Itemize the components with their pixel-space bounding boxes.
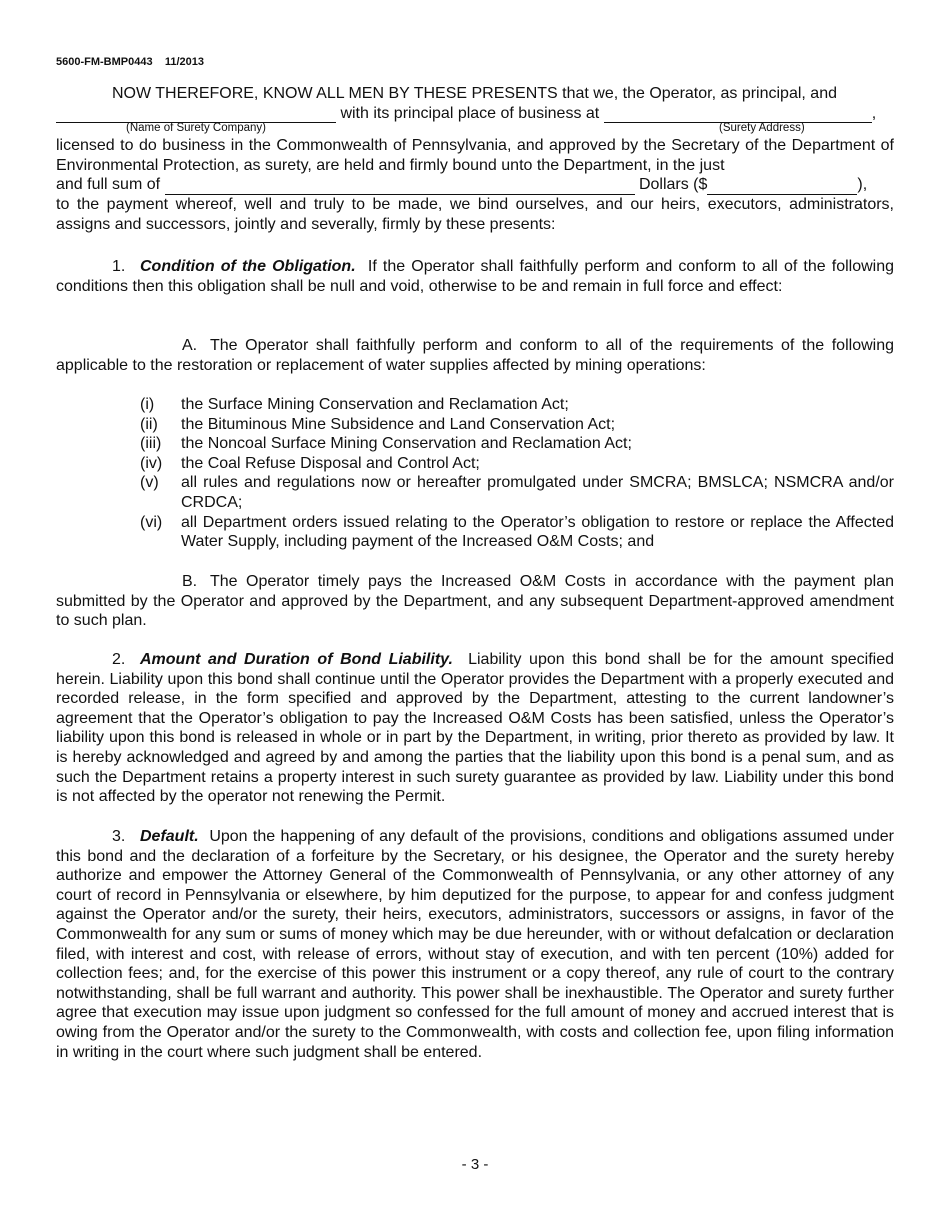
section-b-label: B. xyxy=(182,573,198,590)
principal-place-text: with its principal place of business at xyxy=(336,104,604,122)
section-b xyxy=(56,572,894,631)
intro-text-b: to the payment whereof, well and truly to be made, we bind ourselves, and our heirs, executors, administrators, assigns and successors, jointly and severally, firmly by these presents: xyxy=(56,195,894,233)
section-2-title: Amount and Duration of Bond Liability. xyxy=(140,651,453,668)
intro-line-1: NOW THEREFORE, KNOW ALL MEN BY THESE PRESENTS that we, the Operator, as principal, and xyxy=(112,85,837,102)
list-item-text: the Coal Refuse Disposal and Control Act; xyxy=(181,454,480,472)
field-captions xyxy=(56,123,894,136)
section-3-number: 3. xyxy=(112,828,126,845)
section-2 xyxy=(56,650,894,807)
intro-line-2 xyxy=(56,104,894,124)
dollars-end: ), xyxy=(857,176,868,194)
list-item-text: the Surface Mining Conservation and Reclamation Act; xyxy=(181,396,569,413)
intro-line-2-end: , xyxy=(871,104,877,122)
intro-paragraph xyxy=(56,84,894,234)
section-3 xyxy=(56,827,894,1062)
list-item-number: (ii) xyxy=(140,415,158,433)
list-item-text: all rules and regulations now or hereafter promulgated under SMCRA; BMSLCA; NSMCRA and/or CRDCA; xyxy=(181,474,894,511)
list-item-number: (iii) xyxy=(140,435,162,453)
sum-prefix: and full sum of xyxy=(56,176,165,194)
dollars-amount-field[interactable] xyxy=(707,177,857,195)
surety-company-field[interactable] xyxy=(56,105,336,123)
list-item-number: (iv) xyxy=(140,454,163,472)
list-item xyxy=(140,473,894,512)
form-code: 5600-FM-BMP0443 11/2013 xyxy=(56,56,204,68)
section-1 xyxy=(56,257,894,296)
section-3-text: Upon the happening of any default of the provisions, conditions and obligations assumed under this bond and the declaration of a forfeiture by the Secretary, or his designee, the Operator and the surety hereby authorize and empower the Attorney General of the Commonwealth of Pennsylvania, or any other attorney of any court of record in Pennsylvania or elsewhere, by him deputized for the purpose, to appear for and confess judgment against the Operator and/or the surety, their heirs, executors, administrators, successors or assigns, in favor of the Commonwealth for any sum or sums of money which may be due hereunder, with or without defalcation or declaration filed, with interest and cost, with release of errors, without stay of execution, and with ten percent (10%) added for collection fees; and, for the exercise of this power this instrument or a copy thereof, any rule of court to the contrary notwithstanding, shall be full warrant and authority. This power shall be inexhaustible. The Operator and surety further agree that execution may issue upon judgment so confessed for the full amount of money and accrued interest that is owing from the Operator and/or the surety to the Commonwealth, with costs and collection fee, upon filing information in writing in the court where such judgment shall be entered. xyxy=(56,828,894,1061)
section-2-number: 2. xyxy=(112,651,126,668)
section-b-text: The Operator timely pays the Increased O&M Costs in accordance with the payment plan submitted by the Operator and approved by the Department, and any subsequent Department-approved amendment to such plan. xyxy=(56,573,894,630)
section-a-text: The Operator shall faithfully perform and conform to all of the requirements of the following applicable to the restoration or replacement of water supplies affected by mining operations: xyxy=(56,337,894,374)
section-a-label: A. xyxy=(182,337,198,354)
section-3-title: Default. xyxy=(140,828,199,845)
list-item xyxy=(140,434,894,454)
page-number: - 3 - xyxy=(461,1156,489,1173)
caption-surety-company: (Name of Surety Company) xyxy=(126,122,266,135)
section-2-text: Liability upon this bond shall be for the amount specified herein. Liability upon this bond shall continue until the Operator provides the Department with a properly executed and recorded release, in the form specified and approved by the Department, attesting to the current landowner’s agreement that the Operator’s obligation to pay the Increased O&M Costs has been satisfied, unless the Operator’s liability upon this bond is released in whole or in part by the Department, in writing, prior thereto as provided by law. It is hereby acknowledged and agreed by and among the parties that the liability upon this bond is a penal sum, and as such the Department retains a property interest in such surety guarantee as provided by law. Liability under this bond is not affected by the operator not renewing the Permit. xyxy=(56,651,895,806)
list-item-number: (vi) xyxy=(140,513,163,531)
list-item-number: (i) xyxy=(140,396,155,413)
list-item-number: (v) xyxy=(140,474,159,492)
dollars-label: Dollars ($ xyxy=(634,176,708,194)
list-item-text: the Bituminous Mine Subsidence and Land Conservation Act; xyxy=(181,415,616,433)
list-item xyxy=(140,454,894,474)
intro-text-a: licensed to do business in the Commonwealth of Pennsylvania, and approved by the Secretary of the Department of Environmental Protection, as surety, are held and firmly bound unto the Department, in the just xyxy=(56,137,894,174)
sum-line xyxy=(56,175,894,195)
surety-address-field[interactable] xyxy=(604,105,872,123)
section-a xyxy=(56,336,894,375)
list-item-text: all Department orders issued relating to the Operator’s obligation to restore or replace the Affected Water Supply, including payment of the Increased O&M Costs; and xyxy=(181,513,894,551)
caption-surety-address: (Surety Address) xyxy=(719,122,805,135)
list-item xyxy=(140,415,894,435)
statute-list xyxy=(140,395,894,552)
section-1-text: If the Operator shall faithfully perform and conform to all of the following conditions then this obligation shall be null and void, otherwise to be and remain in full force and effect: xyxy=(56,258,895,295)
sum-words-field[interactable] xyxy=(165,177,635,195)
list-item-text: the Noncoal Surface Mining Conservation and Reclamation Act; xyxy=(181,435,632,453)
list-item xyxy=(140,395,894,415)
section-1-number: 1. xyxy=(112,258,126,275)
section-1-title: Condition of the Obligation. xyxy=(140,258,356,275)
list-item xyxy=(140,513,894,552)
